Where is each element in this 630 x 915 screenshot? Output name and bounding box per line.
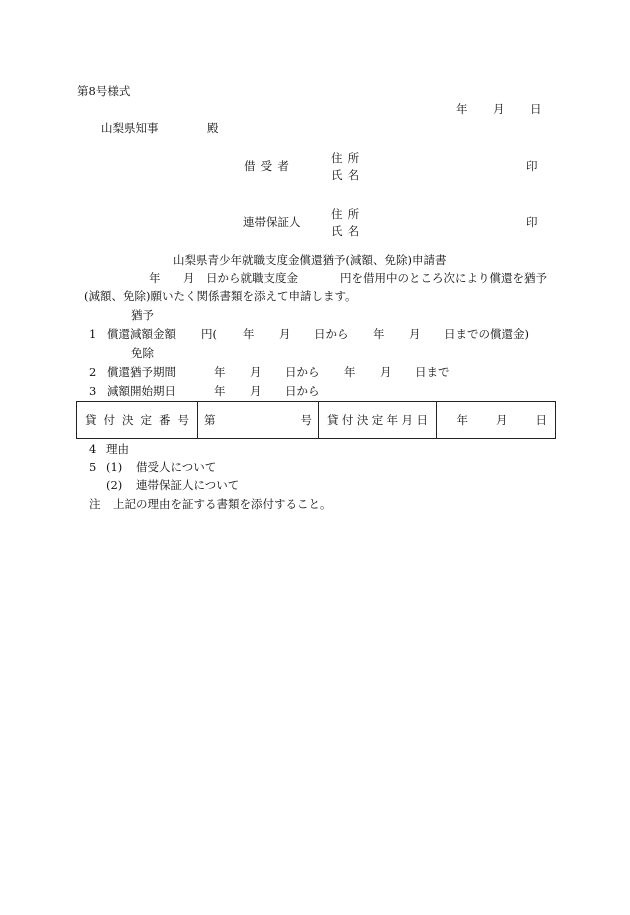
header-char: 貸	[85, 413, 97, 427]
item2-to-day: 日まで	[415, 365, 450, 379]
item1-above: 猶予	[131, 308, 154, 322]
intro-line2: (減額、免除)願いたく関係書類を添えて申請します。	[84, 289, 357, 303]
item1-below: 免除	[131, 346, 154, 360]
loan-number-cell[interactable]	[198, 402, 319, 439]
item1-month: 月	[279, 327, 291, 341]
header-char: 決	[356, 413, 369, 427]
item5-sub1-number: (1)	[106, 460, 123, 474]
document-title: 山梨県青少年就職支度金償還猶予(減額、免除)申請書	[173, 253, 447, 267]
item5-sub2-text: 連帯保証人について	[136, 478, 240, 492]
item1-year2: 年	[373, 327, 385, 341]
item4-label: 理由	[106, 442, 129, 456]
borrower-address-label: 住所	[331, 151, 365, 165]
item3-number: 3	[89, 384, 97, 398]
header-char: 定	[371, 413, 384, 427]
addressee-honorific: 殿	[207, 121, 219, 135]
item3-year: 年	[214, 384, 226, 398]
date-month: 月	[493, 102, 505, 116]
item4-number: 4	[89, 442, 97, 456]
header-char: 番	[159, 413, 171, 427]
intro-text: 円を借用中のところ次により償還を猶予	[340, 271, 547, 285]
header-char: 決	[122, 413, 134, 427]
date-day: 日	[530, 102, 542, 116]
guarantor-name-label: 氏名	[331, 224, 365, 238]
item2-label: 償還猶予期間	[107, 365, 176, 379]
item1-month2: 月	[409, 327, 421, 341]
guarantor-label: 連帯保証人	[243, 215, 301, 229]
header-char: 月	[401, 413, 414, 427]
item5-number: 5	[89, 460, 97, 474]
item1-year: 年	[243, 327, 255, 341]
form-number: 第8号様式	[77, 84, 131, 98]
header-char: 貸	[327, 413, 339, 427]
loan-number-suffix: 号	[300, 413, 312, 427]
table-row	[77, 402, 556, 439]
loan-number-header-cell	[77, 402, 198, 439]
item2-year: 年	[214, 365, 226, 379]
guarantor-seal: 印	[526, 215, 538, 229]
item1-yen: 円(	[201, 327, 217, 341]
addressee-name: 山梨県知事	[101, 121, 159, 135]
item5-sub2-number: (2)	[106, 478, 123, 492]
item2-from-day: 日から	[285, 365, 320, 379]
item2-number: 2	[89, 365, 97, 379]
item3-from-day: 日から	[285, 384, 320, 398]
item2-month2: 月	[380, 365, 392, 379]
intro-month: 月	[183, 271, 195, 285]
borrower-seal: 印	[526, 159, 538, 173]
loan-date-year: 年	[456, 413, 468, 427]
header-char: 号	[177, 413, 189, 427]
intro-from-day: 日から就職支度金	[206, 271, 298, 285]
header-char: 定	[140, 413, 152, 427]
borrower-label: 借受者	[244, 159, 295, 173]
item1-from-day: 日から	[314, 327, 349, 341]
header-char: 日	[416, 413, 428, 427]
item3-month: 月	[250, 384, 262, 398]
header-char: 付	[341, 413, 354, 427]
loan-date-header	[325, 412, 430, 428]
note-label: 注	[89, 497, 101, 511]
loan-decision-table	[76, 401, 556, 439]
loan-number-header	[83, 412, 191, 428]
loan-date-day: 日	[535, 413, 547, 427]
loan-date-header-cell	[319, 402, 437, 439]
note-text: 上記の理由を証する書類を添付すること。	[113, 497, 332, 511]
header-char: 年	[386, 413, 399, 427]
date-year: 年	[456, 102, 468, 116]
item3-label: 減額開始期日	[107, 384, 176, 398]
header-char: 付	[103, 413, 115, 427]
item2-year2: 年	[344, 365, 356, 379]
item5-sub1-text: 借受人について	[136, 460, 217, 474]
intro-year: 年	[149, 271, 161, 285]
borrower-name-label: 氏名	[331, 168, 365, 182]
item2-month: 月	[250, 365, 262, 379]
guarantor-address-label: 住所	[331, 207, 365, 221]
loan-date-month: 月	[496, 413, 508, 427]
loan-date-cell[interactable]	[437, 402, 556, 439]
item1-label: 償還減額金額	[107, 327, 176, 341]
loan-number-prefix: 第	[204, 413, 216, 427]
item1-number: 1	[89, 327, 97, 341]
item1-to-day: 日までの償還金)	[444, 327, 529, 341]
